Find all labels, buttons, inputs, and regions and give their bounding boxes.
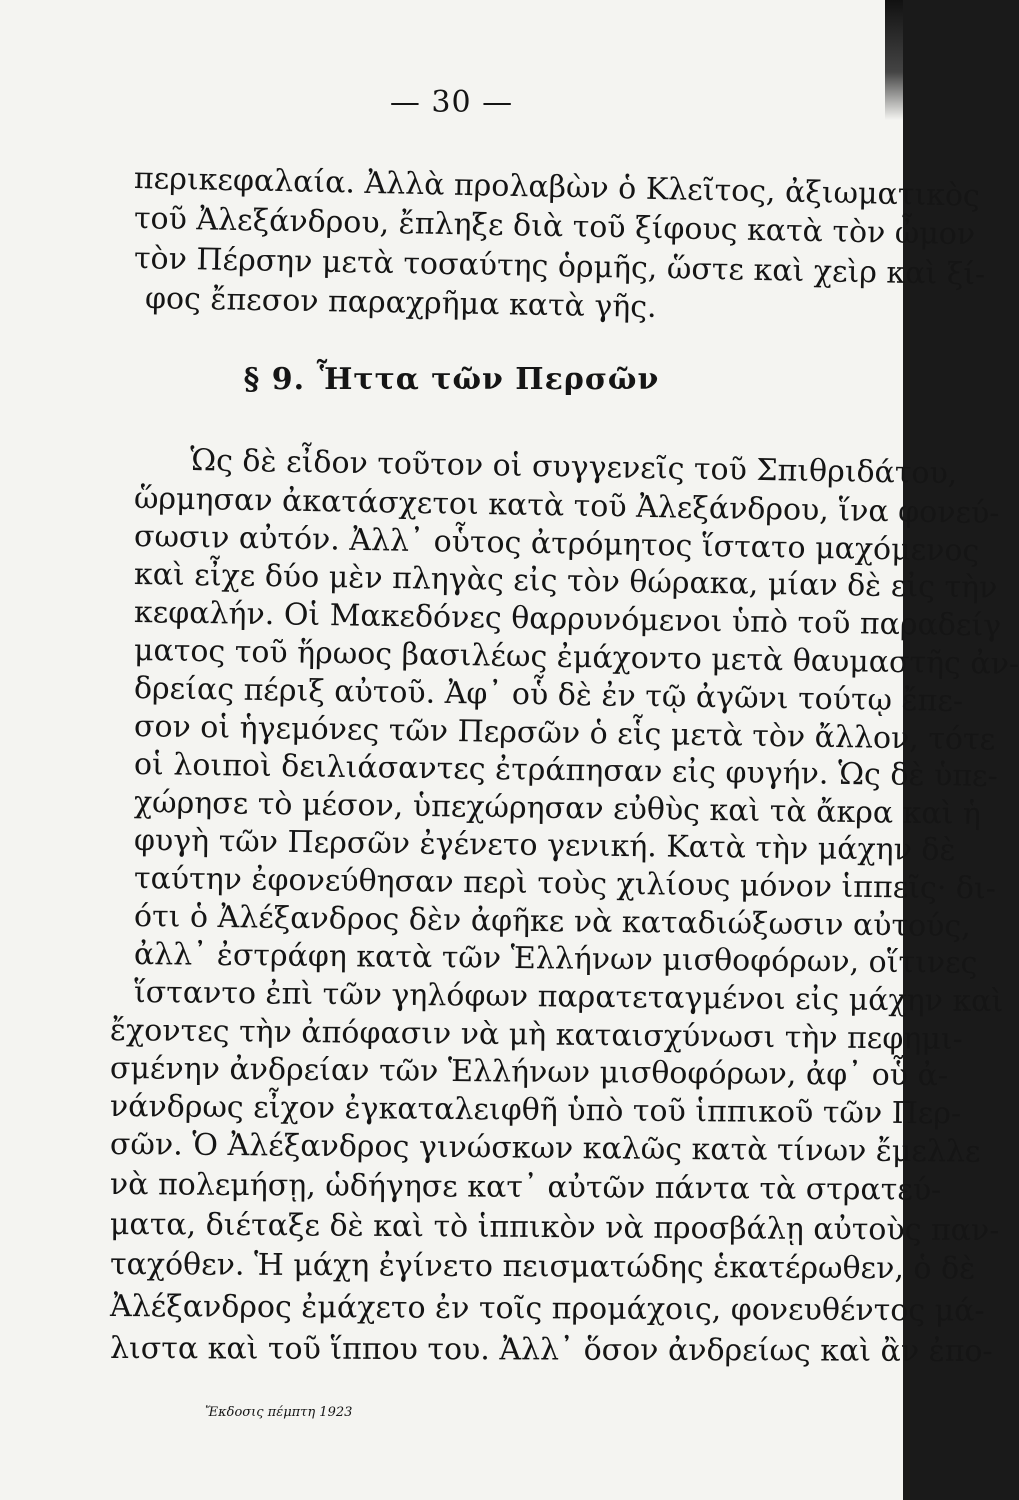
text-line: ότι ὁ Ἀλέξανδρος δὲν ἀφῆκε νὰ καταδιώξωσιν αὐτούς, (133, 899, 971, 945)
text-line: ταχόθεν. Ἡ μάχη ἐγίνετο πεισματώδης ἑκατέρωθεν, ὁ δὲ (109, 1247, 976, 1287)
text-line: ταύτην ἐφονεύθησαν περὶ τοὺς χιλίους μόνον ἱππεῖς· δι- (133, 861, 997, 907)
text-line: φος ἔπεσον παραχρῆμα κατὰ γῆς. (144, 281, 657, 325)
text-line: Ὡς δὲ εἶδον τοῦτον οἱ συγγενεῖς τοῦ Σπιθριδάτου, (189, 443, 958, 492)
text-line: σμένην ἀνδρείαν τῶν Ἑλλήνων μισθοφόρων, ἀφ᾿ οὗ ἀ- (109, 1051, 949, 1094)
text-line: οἱ λοιποὶ δειλιάσαντες ἐτράπησαν εἰς φυγήν. Ὡς δὲ ὑπε- (133, 747, 998, 795)
text-line: ἵσταντο ἐπὶ τῶν γηλόφων παρατεταγμένοι εἰς μάχην καὶ (133, 975, 1004, 1020)
text-line: ἀλλ᾿ ἐστράφη κατὰ τῶν Ἑλλήνων μισθοφόρων, οἵτινες (133, 937, 978, 981)
page-number: — 30 — (389, 85, 514, 120)
text-line: ματα, διέταξε δὲ καὶ τὸ ἱππικὸν νὰ προσβάλῃ αὐτοὺς παν- (109, 1207, 1000, 1249)
text-line: φυγὴ τῶν Περσῶν ἐγένετο γενική. Κατὰ τὴν μάχην δὲ (133, 823, 956, 869)
text-line: ματος τοῦ ἥρωος βασιλέως ἐμάχοντο μετὰ θαυμαστῆς ἀν- (133, 633, 1019, 682)
text-line: καὶ εἶχε δύο μὲν πληγὰς εἰς τὸν θώρακα, μίαν δὲ εἰς τὴν (133, 557, 998, 606)
text-line: Ἀλέξανδρος ἐμάχετο ἐν τοῖς προμάχοις, φονευθέντος μά- (109, 1289, 985, 1329)
text-line: νὰ πολεμήσῃ, ὡδήγησε κατ᾿ αὐτῶν πάντα τὰ στρατεύ- (109, 1167, 942, 1208)
text-line: τοῦ Ἀλεξάνδρου, ἔπληξε διὰ τοῦ ξίφους κατὰ τὸν ὦμον (133, 201, 976, 253)
text-line: σον οἱ ἡγεμόνες τῶν Περσῶν ὁ εἷς μετὰ τὸν ἄλλον, τότε (133, 709, 996, 758)
text-line: ἔχοντες τὴν ἀπόφασιν νὰ μὴ καταισχύνωσι τὴν πεφημι- (109, 1013, 963, 1057)
text-line: χώρησε τὸ μέσον, ὑπεχώρησαν εὐθὺς καὶ τὰ ἄκρα καὶ ἡ (133, 785, 982, 832)
text-line: σωσιν αὐτόν. Ἀλλ᾿ οὗτος ἀτρόμητος ἵστατο μαχόμενος (133, 519, 980, 569)
text-line: ὥρμησαν ἀκατάσχετοι κατὰ τοῦ Ἀλεξάνδρου, ἵνα φονεύ- (133, 481, 1000, 532)
text-line: νάνδρως εἶχον ἐγκαταλειφθῆ ὑπὸ τοῦ ἱππικοῦ τῶν Περ- (109, 1089, 962, 1132)
text-line: δρείας πέριξ αὐτοῦ. Ἀφ᾿ οὗ δὲ ἐν τῷ ἀγῶνι τούτῳ ἔπε- (133, 671, 964, 720)
text-line: σῶν. Ὁ Ἀλέξανδρος γινώσκων καλῶς κατὰ τίνων ἔμελλε (109, 1127, 981, 1170)
edition-note: Ἔκδοσις πέμπτη 1923 (205, 1405, 353, 1420)
text-line: τὸν Πέρσην μετὰ τοσαύτης ὁρμῆς, ὥστε καὶ χεὶρ καὶ ξί- (133, 241, 986, 293)
text-line: κεφαλήν. Οἱ Μακεδόνες θαρρυνόμενοι ὑπὸ τοῦ παραδείγ (133, 595, 1002, 644)
section-heading: § 9. Ἧττα τῶν Περσῶν (243, 362, 660, 397)
text-line: λιστα καὶ τοῦ ἵππου του. Ἀλλ᾿ ὅσον ἀνδρείως καὶ ἂν ἐπο- (109, 1331, 993, 1370)
text-line: περικεφαλαία. Ἀλλὰ προλαβὼν ὁ Κλεῖτος, ἀξιωματικὸς (133, 161, 981, 214)
